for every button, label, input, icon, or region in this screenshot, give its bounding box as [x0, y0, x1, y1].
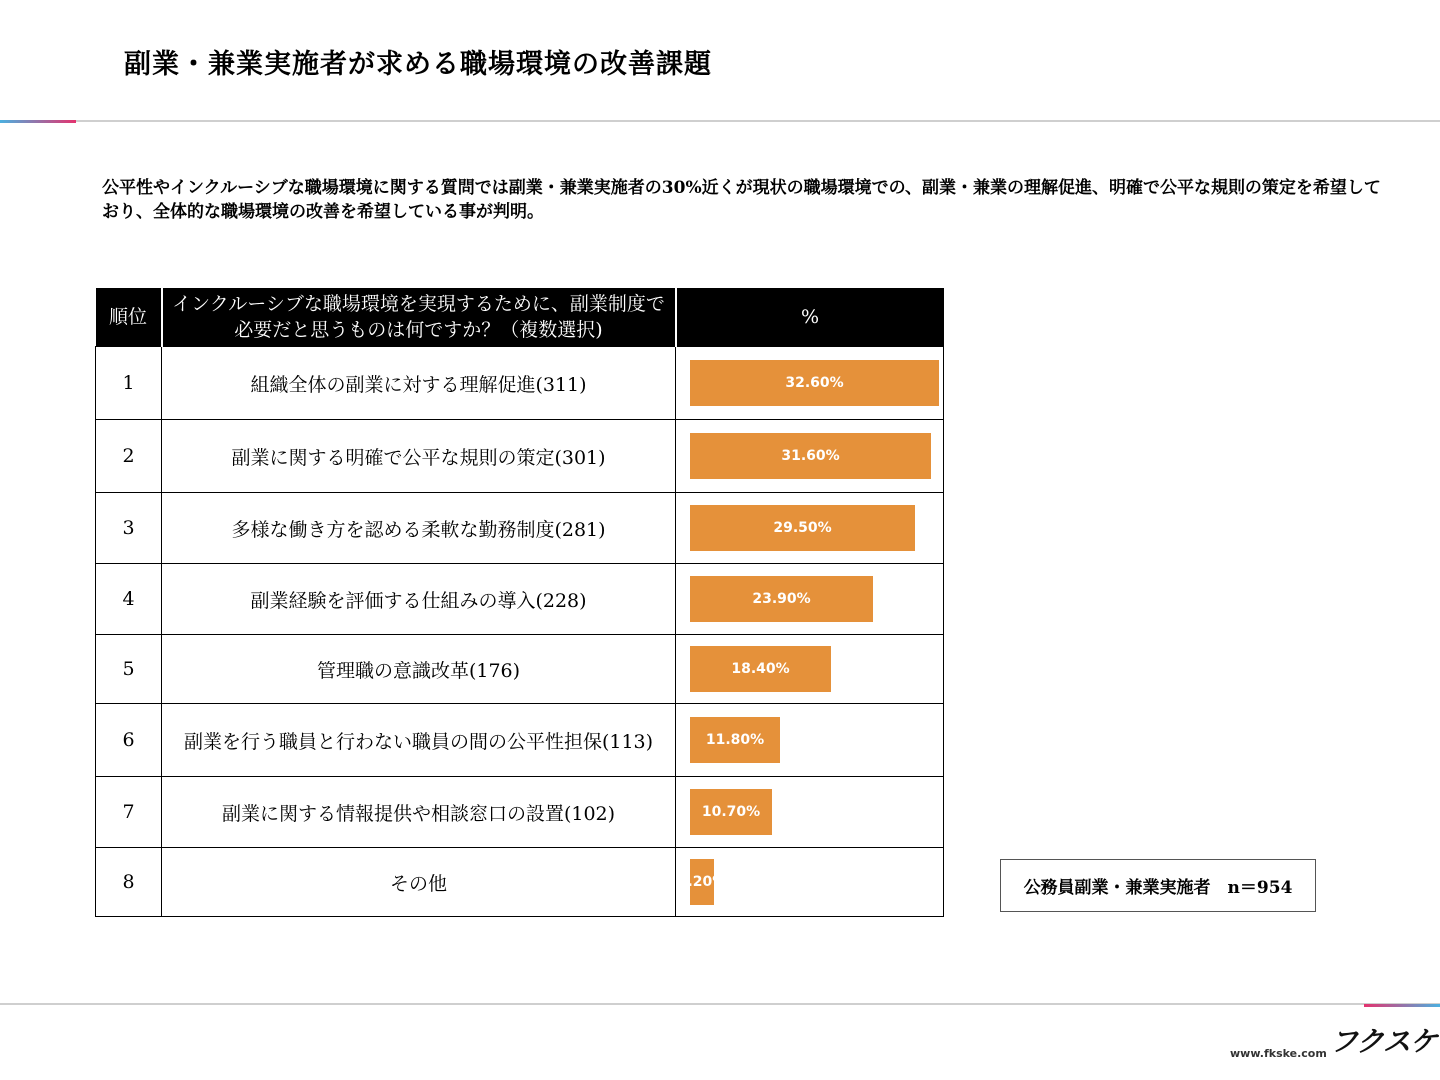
header-rank: 順位 — [96, 288, 162, 347]
bar — [677, 859, 727, 905]
table-row — [96, 347, 944, 420]
table-row — [96, 704, 944, 777]
ranking-table — [95, 288, 944, 917]
top-accent-line — [0, 120, 76, 123]
rank-cell: 2 — [96, 420, 162, 493]
table-row — [96, 420, 944, 493]
bottom-accent-line — [1364, 1004, 1440, 1007]
brand-logo: フクスケ — [1330, 1025, 1437, 1058]
sample-size-label: 公務員副業・兼業実施者 n＝954 — [1023, 878, 1293, 898]
bar-cell — [676, 848, 944, 917]
rank-cell: 1 — [96, 347, 162, 420]
bar — [690, 789, 772, 835]
footer-url: www.fkske.com — [1230, 1047, 1327, 1060]
bar-cell — [676, 777, 944, 848]
bar-value-label: 23.90% — [752, 591, 811, 607]
rank-cell: 7 — [96, 777, 162, 848]
category-label: 副業経験を評価する仕組みの導入(228) — [162, 564, 676, 635]
table-row — [96, 848, 944, 917]
bar-cell — [676, 635, 944, 704]
rank-cell: 4 — [96, 564, 162, 635]
sample-size-box — [1000, 859, 1316, 912]
bar — [690, 576, 873, 622]
bar — [690, 360, 939, 406]
table-body — [96, 347, 944, 917]
rank-cell: 6 — [96, 704, 162, 777]
table-header-row — [96, 288, 944, 347]
bar-value-label: 18.40% — [731, 661, 790, 677]
category-label: 管理職の意識改革(176) — [162, 635, 676, 704]
bottom-divider — [0, 1003, 1440, 1005]
bar-value-label: 3.20% — [677, 874, 727, 890]
bar-cell — [676, 704, 944, 777]
header-question: インクルーシブな職場環境を実現するために、副業制度で必要だと思うものは何ですか？（複数選択) — [162, 288, 676, 347]
rank-cell: 5 — [96, 635, 162, 704]
table-row — [96, 493, 944, 564]
rank-cell: 8 — [96, 848, 162, 917]
bar — [690, 646, 831, 692]
bar — [690, 505, 915, 551]
table-row — [96, 635, 944, 704]
table-row — [96, 777, 944, 848]
category-label: 多様な働き方を認める柔軟な勤務制度(281) — [162, 493, 676, 564]
bar — [690, 717, 780, 763]
rank-cell: 3 — [96, 493, 162, 564]
category-label: その他 — [162, 848, 676, 917]
bar-value-label: 11.80% — [705, 732, 765, 748]
bar — [690, 433, 931, 479]
bar-cell — [676, 347, 944, 420]
header-percent: % — [676, 288, 944, 347]
summary-text: 公平性やインクルーシブな職場環境に関する質問では副業・兼業実施者の30%近くが現状の職場環境での、副業・兼業の理解促進、明確で公平な規則の策定を希望しており、全体的な職場環境の改善を希望している事が判明。 — [102, 178, 1381, 222]
bar-value-label: 31.60% — [781, 448, 840, 464]
page-title: 副業・兼業実施者が求める職場環境の改善課題 — [124, 49, 712, 80]
bar-value-label: 32.60% — [785, 375, 844, 391]
category-label: 副業に関する情報提供や相談窓口の設置(102) — [162, 777, 676, 848]
bar-cell — [676, 564, 944, 635]
bar-cell — [676, 493, 944, 564]
bar-cell — [676, 420, 944, 493]
top-divider — [0, 120, 1440, 122]
table-row — [96, 564, 944, 635]
category-label: 組織全体の副業に対する理解促進(311) — [162, 347, 676, 420]
category-label: 副業に関する明確で公平な規則の策定(301) — [162, 420, 676, 493]
category-label: 副業を行う職員と行わない職員の間の公平性担保(113) — [162, 704, 676, 777]
bar-value-label: 10.70% — [701, 804, 761, 820]
bar-value-label: 29.50% — [773, 520, 832, 536]
